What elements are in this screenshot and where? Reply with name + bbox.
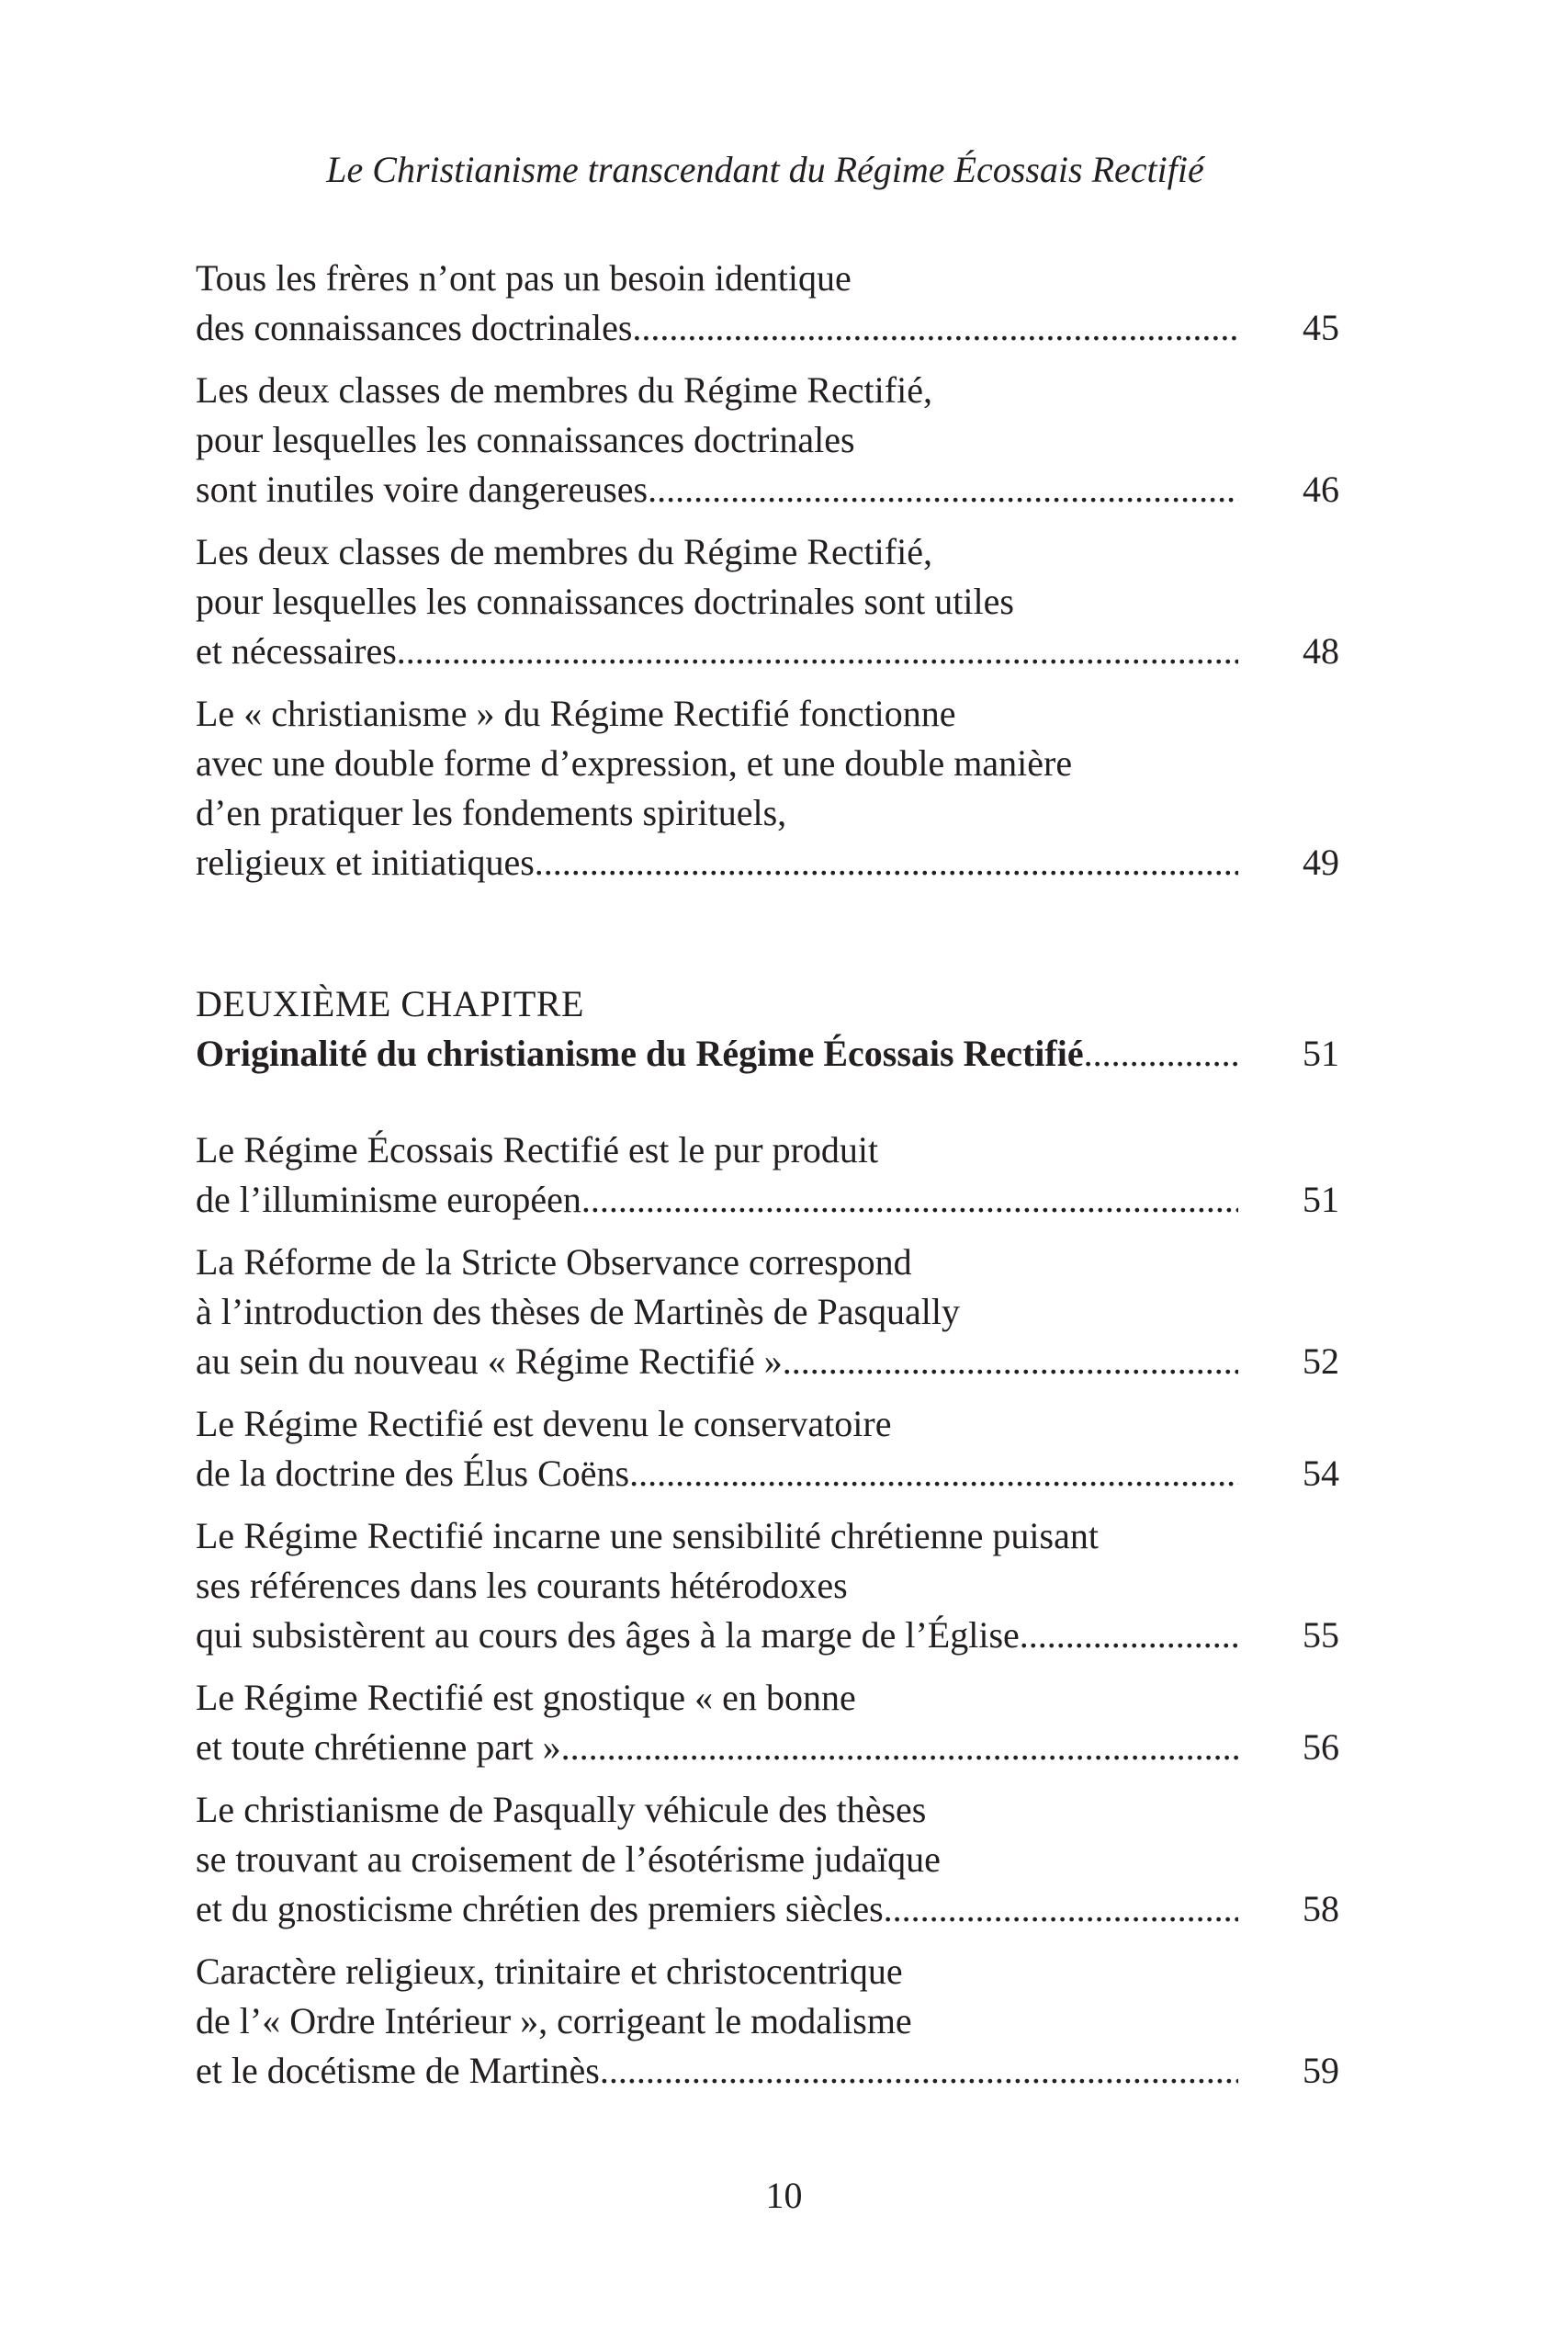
toc-entry-line: se trouvant au croisement de l’ésotérisme judaïque (196, 1838, 941, 1880)
toc-entry-text: des connaissances doctrinales (196, 307, 633, 348)
running-header: Le Christianisme transcendant du Régime Écossais Rectifié (326, 149, 1204, 190)
toc-entry-last-line (196, 1611, 1339, 1660)
toc-page-number: 58 (1303, 1888, 1339, 1929)
chapter-title-line (196, 1029, 1339, 1079)
chapter-heading[interactable] (196, 979, 1339, 1079)
page-number-footer: 10 (765, 2175, 803, 2216)
dot-leader (1020, 1611, 1238, 1660)
toc-entry-line: Tous les frères n’ont pas un besoin identique (196, 257, 852, 299)
toc-entry-line: à l’introduction des thèses de Martinès de Pasqually (196, 1291, 961, 1332)
toc-entry-text: religieux et initiatiques (196, 842, 535, 883)
toc-entry-line: Le « christianisme » du Régime Rectifié fonctionne (196, 693, 956, 734)
toc-entry-line: d’en pratiquer les fondements spirituels, (196, 792, 787, 833)
toc-page-number: 48 (1303, 630, 1339, 672)
toc-entry-last-line (196, 1884, 1339, 1934)
toc-entry-last-line (196, 2046, 1339, 2096)
dot-leader (581, 1175, 1238, 1225)
toc-entry-line: La Réforme de la Stricte Observance correspond (196, 1241, 912, 1283)
toc-page-number: 45 (1303, 307, 1339, 348)
toc-page-number: 49 (1303, 842, 1339, 883)
toc-entry-line: Le christianisme de Pasqually véhicule des thèses (196, 1789, 927, 1830)
toc-page-number: 56 (1303, 1726, 1339, 1768)
toc-section-after (196, 1125, 1339, 2109)
toc-section-before (196, 254, 1339, 900)
dot-leader (632, 303, 1238, 353)
toc-page-number: 54 (1303, 1453, 1339, 1494)
toc-entry-last-line (196, 465, 1339, 514)
toc-entry-last-line (196, 303, 1339, 353)
toc-entry[interactable] (196, 527, 1339, 676)
chapter-page-number: 51 (1303, 1033, 1339, 1074)
toc-entry[interactable] (196, 1125, 1339, 1225)
dot-leader (884, 1884, 1238, 1934)
toc-page-number: 46 (1303, 469, 1339, 510)
toc-page-number: 51 (1303, 1179, 1339, 1220)
toc-entry-last-line (196, 1723, 1339, 1772)
dot-leader (600, 2046, 1238, 2096)
toc-entry-line: Le Régime Rectifié est devenu le conservatoire (196, 1403, 892, 1444)
toc-entry-line: Le Régime Rectifié est gnostique « en bonne (196, 1677, 856, 1718)
toc-entry[interactable] (196, 366, 1339, 514)
toc-entry-line: pour lesquelles les connaissances doctrinales sont utiles (196, 581, 1014, 622)
dot-leader (629, 1449, 1238, 1498)
toc-entry-text: de l’illuminisme européen (196, 1179, 581, 1220)
toc-entry-text: au sein du nouveau « Régime Rectifié » (196, 1340, 783, 1382)
toc-entry-line: Le Régime Rectifié incarne une sensibilité chrétienne puisant (196, 1515, 1099, 1556)
toc-entry-line: Les deux classes de membres du Régime Rectifié, (196, 369, 932, 411)
toc-page-number: 52 (1303, 1340, 1339, 1382)
dot-leader (397, 627, 1238, 676)
toc-entry[interactable] (196, 1785, 1339, 1934)
toc-entry-last-line (196, 1337, 1339, 1386)
toc-entry-text: qui subsistèrent au cours des âges à la marge de l’Église (196, 1614, 1020, 1656)
toc-entry[interactable] (196, 1511, 1339, 1660)
toc-entry-line: de l’« Ordre Intérieur », corrigeant le modalisme (196, 2000, 912, 2041)
toc-page-number: 55 (1303, 1614, 1339, 1656)
toc-entry-text: de la doctrine des Élus Coëns (196, 1453, 630, 1494)
toc-entry-line: avec une double forme d’expression, et une double manière (196, 742, 1073, 784)
chapter-label: DEUXIÈME CHAPITRE (196, 983, 584, 1024)
dot-leader (648, 465, 1238, 514)
toc-entry-text: et toute chrétienne part » (196, 1726, 561, 1768)
toc-entry-line: Le Régime Écossais Rectifié est le pur produit (196, 1129, 879, 1170)
toc-entry-text: et nécessaires (196, 630, 397, 672)
toc-entry[interactable] (196, 1399, 1339, 1498)
toc-entry[interactable] (196, 689, 1339, 888)
toc-entry[interactable] (196, 1673, 1339, 1772)
chapter-title: Originalité du christianisme du Régime Écossais Rectifié (196, 1033, 1084, 1074)
dot-leader (1084, 1029, 1238, 1079)
toc-entry-line: Caractère religieux, trinitaire et christocentrique (196, 1951, 903, 1992)
toc-entry-text: et le docétisme de Martinès (196, 2050, 600, 2091)
toc-entry[interactable] (196, 1947, 1339, 2096)
toc-entry[interactable] (196, 254, 1339, 353)
dot-leader (535, 838, 1238, 888)
toc-entry-line: ses références dans les courants hétérodoxes (196, 1565, 848, 1606)
toc-entry-last-line (196, 838, 1339, 888)
toc-page-number: 59 (1303, 2050, 1339, 2091)
toc-entry-text: sont inutiles voire dangereuses (196, 469, 649, 510)
toc-entry[interactable] (196, 1238, 1339, 1386)
toc-entry-line: pour lesquelles les connaissances doctrinales (196, 419, 855, 460)
toc-entry-text: et du gnosticisme chrétien des premiers siècles (196, 1888, 884, 1929)
toc-entry-last-line (196, 627, 1339, 676)
dot-leader (561, 1723, 1238, 1772)
toc-entry-line: Les deux classes de membres du Régime Rectifié, (196, 531, 932, 572)
toc-entry-last-line (196, 1449, 1339, 1498)
toc-entry-last-line (196, 1175, 1339, 1225)
dot-leader (783, 1337, 1238, 1386)
